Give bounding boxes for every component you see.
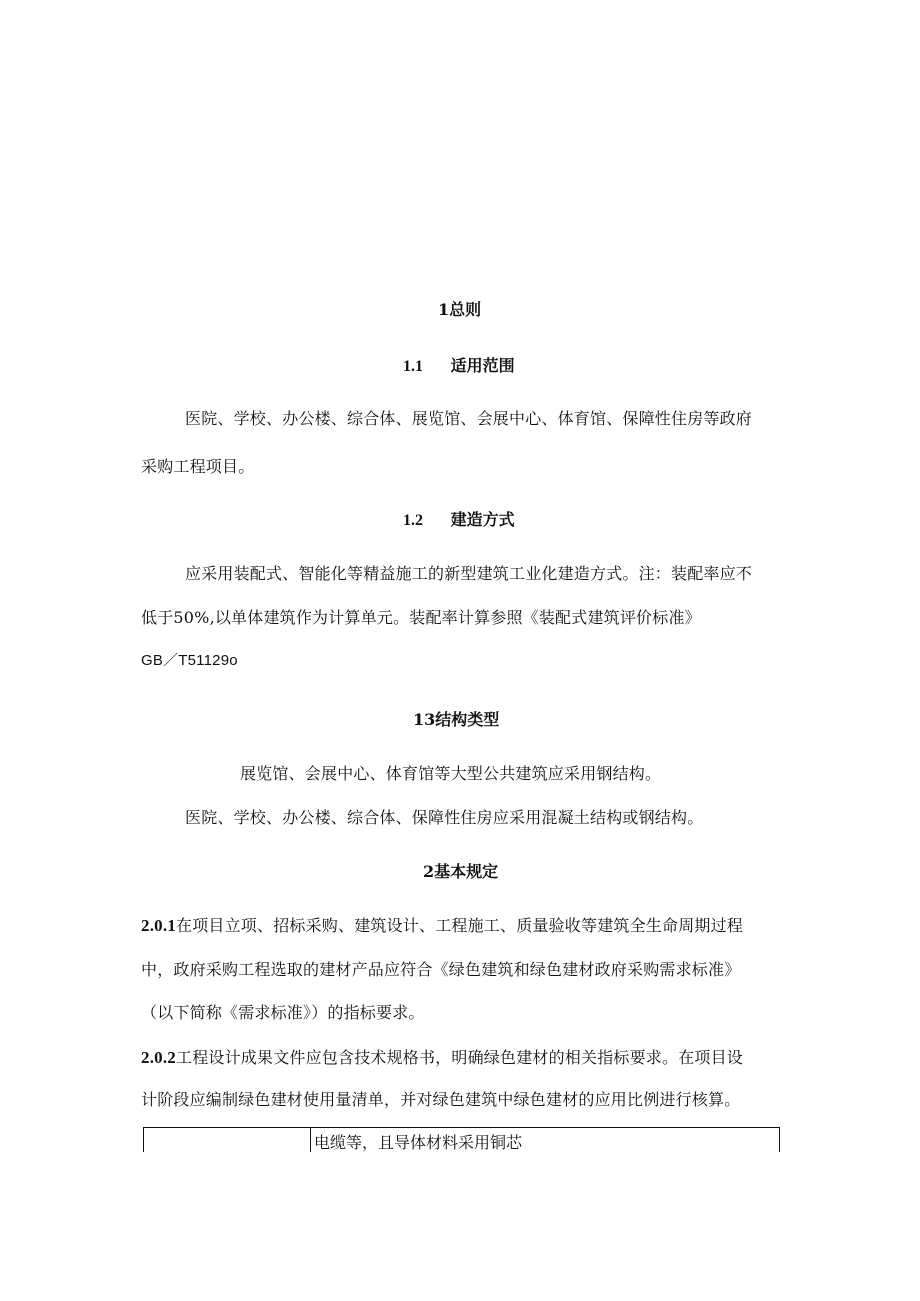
section-1-1-text-line2: 采购工程项目。 — [141, 457, 255, 476]
clause-2-0-1-line2: 中，政府采购工程选取的建材产品应符合《绿色建筑和绿色建材政府采购需求标准》 — [141, 960, 741, 979]
section-1-2-text-line2: 低于50%,以单体建筑作为计算单元。装配率计算参照《装配式建筑评价标准》 — [141, 608, 701, 627]
section-1-3-text-line2: 医院、学校、办公楼、综合体、保障性住房应采用混凝土结构或钢结构。 — [185, 808, 704, 827]
table-column-divider — [310, 1128, 311, 1152]
section-1-2-text-line3: GB／T51129o — [141, 652, 238, 669]
clause-2-0-2-text: 工程设计成果文件应包含技术规格书，明确绿色建材的相关指标要求。在项目设 — [176, 1048, 744, 1067]
partial-table — [143, 1127, 780, 1152]
section-1-1-title: 适用范围 — [450, 356, 515, 375]
clause-2-0-2-number: 2.0.2 — [141, 1048, 176, 1067]
section-1-1-heading — [403, 353, 515, 376]
section-1-2-text-line1: 应采用装配式、智能化等精益施工的新型建筑工业化建造方式。注：装配率应不 — [185, 564, 753, 583]
section-2-title: 2基本规定 — [423, 862, 499, 881]
clause-2-0-1-number: 2.0.1 — [141, 916, 176, 935]
clause-2-0-2-line1 — [141, 1045, 743, 1068]
section-1-2-title: 建造方式 — [450, 510, 515, 529]
section-1-1-number: 1.1 — [403, 358, 423, 375]
table-cell: 电缆等，且导体材料采用铜芯 — [314, 1133, 523, 1152]
clause-2-0-1-line3: （以下简称《需求标准》）的指标要求。 — [141, 1003, 425, 1022]
section-1-3-text-line1: 展览馆、会展中心、体育馆等大型公共建筑应采用钢结构。 — [240, 764, 662, 783]
section-1-2-number: 1.2 — [403, 512, 423, 529]
clause-2-0-1-text: 在项目立项、招标采购、建筑设计、工程施工、质量验收等建筑全生命周期过程 — [176, 916, 744, 935]
section-1-2-heading — [403, 507, 515, 530]
section-1-3-title: 13结构类型 — [413, 710, 500, 729]
section-1-1-text-line1: 医院、学校、办公楼、综合体、展览馆、会展中心、体育馆、保障性住房等政府 — [185, 409, 753, 428]
section-1-title: 1总则 — [438, 300, 482, 319]
clause-2-0-1-line1 — [141, 913, 743, 936]
clause-2-0-2-line2: 计阶段应编制绿色建材使用量清单，并对绿色建筑中绿色建材的应用比例进行核算。 — [141, 1090, 741, 1109]
